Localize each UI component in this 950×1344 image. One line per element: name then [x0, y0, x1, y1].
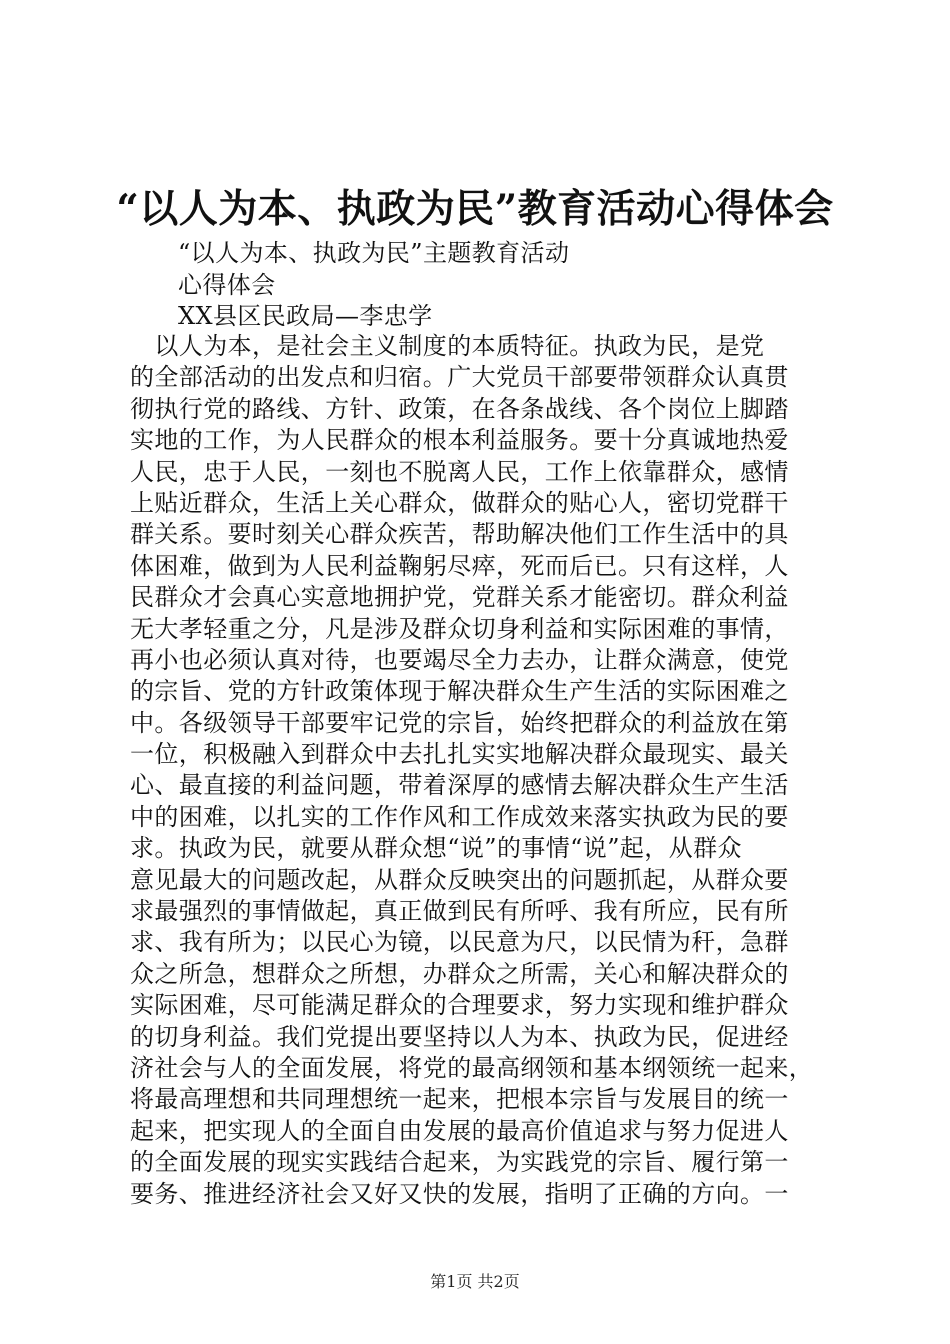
body-line: 求最强烈的事情做起，真正做到民有所呼、我有所应，民有所	[130, 897, 789, 926]
body-line: 的宗旨、党的方针政策体现于解决群众生产生活的实际困难之	[130, 677, 789, 706]
page-footer: 第1页 共2页	[430, 1272, 520, 1291]
body-line: 再小也必须认真对待，也要竭尽全力去办，让群众满意，使党	[130, 645, 789, 674]
body-line: 众之所急，想群众之所想，办群众之所需，关心和解决群众的	[130, 959, 789, 988]
body-line: 群关系。要时刻关心群众疾苦，帮助解决他们工作生活中的具	[130, 520, 789, 549]
body-line: 中的困难，以扎实的工作作风和工作成效来落实执政为民的要	[130, 802, 789, 831]
body-line: 无大孝轻重之分，凡是涉及群众切身利益和实际困难的事情，	[130, 614, 789, 643]
body-line: 以人为本，是社会主义制度的本质特征。执政为民，是党	[130, 332, 765, 360]
body-line: 中。各级领导干部要牢记党的宗旨，始终把群众的利益放在第	[130, 708, 789, 737]
body-line: 将最高理想和共同理想统一起来，把根本宗旨与发展目的统一	[130, 1085, 789, 1114]
body-line: 济社会与人的全面发展，将党的最高纲领和基本纲领统一起来，	[130, 1053, 814, 1082]
body-line: 实际困难，尽可能满足群众的合理要求，努力实现和维护群众	[130, 991, 789, 1020]
body-line: 上贴近群众，生活上关心群众，做群众的贴心人，密切党群干	[130, 488, 789, 517]
body-line: 彻执行党的路线、方针、政策，在各条战线、各个岗位上脚踏	[130, 394, 789, 423]
body-line: 心、最直接的利益问题，带着深厚的感情去解决群众生产生活	[130, 771, 789, 800]
subheading-line-2: 心得体会	[178, 271, 276, 299]
body-line: 人民，忠于人民，一刻也不脱离人民，工作上依靠群众，感情	[130, 457, 789, 486]
author-line: XX县区民政局—李忠学	[178, 302, 433, 330]
body-line: 的切身利益。我们党提出要坚持以人为本、执政为民，促进经	[130, 1022, 789, 1051]
body-line: 起来，把实现人的全面自由发展的最高价值追求与努力促进人	[130, 1116, 789, 1145]
body-line: 的全面发展的现实实践结合起来，为实践党的宗旨、履行第一	[130, 1148, 789, 1177]
body-line: 求。执政为民，就要从群众想“说”的事情“说”起，从群众	[130, 834, 742, 863]
body-line: 体困难，做到为人民利益鞠躬尽瘁，死而后已。只有这样，人	[130, 551, 789, 580]
document-title: “以人为本、执政为民”教育活动心得体会	[116, 186, 834, 232]
body-line: 的全部活动的出发点和归宿。广大党员干部要带领群众认真贯	[130, 363, 789, 392]
body-line: 要务、推进经济社会又好又快的发展，指明了正确的方向。一	[130, 1179, 789, 1208]
body-paragraph	[130, 331, 850, 1210]
body-line: 意见最大的问题改起，从群众反映突出的问题抓起，从群众要	[130, 865, 789, 894]
body-line: 一位，积极融入到群众中去扎扎实实地解决群众最现实、最关	[130, 740, 789, 769]
body-line: 求、我有所为；以民心为镜，以民意为尺，以民情为秆，急群	[130, 928, 789, 957]
subheading-line-1: “以人为本、执政为民”主题教育活动	[178, 239, 570, 267]
body-line: 实地的工作，为人民群众的根本利益服务。要十分真诚地热爱	[130, 426, 789, 455]
body-line: 民群众才会真心实意地拥护党，党群关系才能密切。群众利益	[130, 583, 789, 612]
